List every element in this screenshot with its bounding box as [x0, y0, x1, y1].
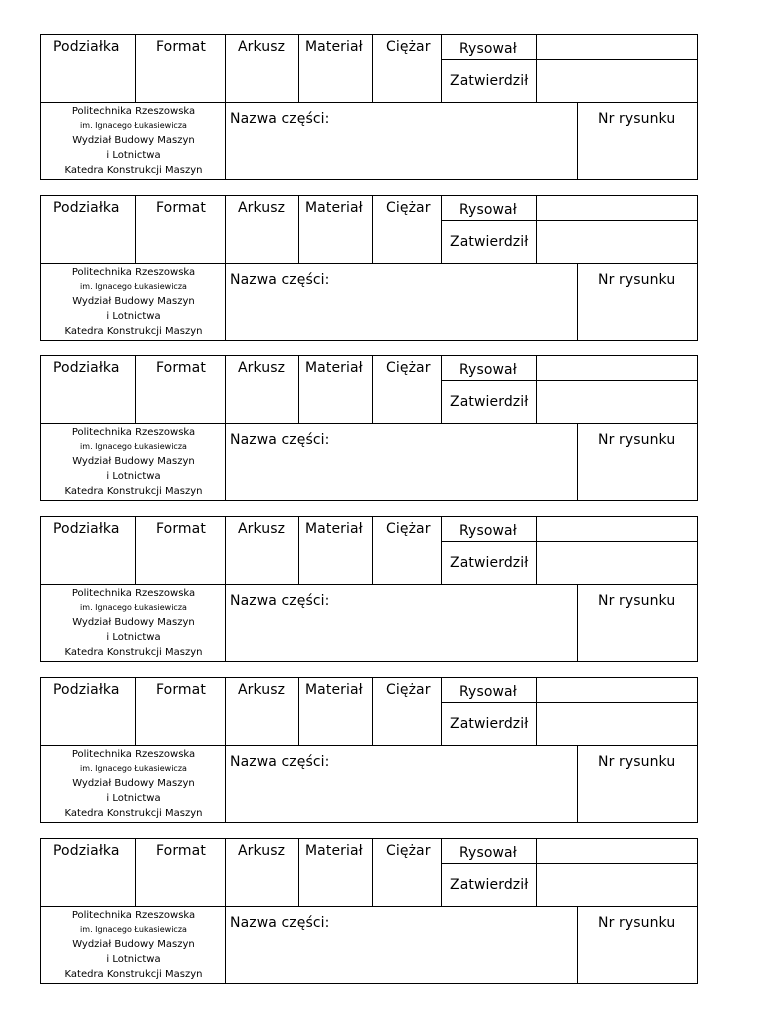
department-name: Katedra Konstrukcji Maszyn	[64, 165, 203, 176]
divider-weight-drawn	[441, 517, 442, 584]
approved-label: Zatwierdził	[450, 73, 529, 89]
faculty-name: Wydział Budowy Maszyn	[72, 135, 195, 146]
approved-label: Zatwierdził	[450, 394, 529, 410]
institution-name: Politechnika Rzeszowska	[71, 749, 196, 760]
faculty-name: Wydział Budowy Maszyn	[72, 456, 195, 467]
title-block-4	[40, 516, 698, 662]
faculty-name: Wydział Budowy Maszyn	[72, 939, 195, 950]
approved-label: Zatwierdził	[450, 716, 529, 732]
institution-patron: im. Ignacego Łukasiewicza	[80, 121, 187, 130]
divider-name-number	[577, 263, 578, 341]
format-label: Format	[156, 843, 206, 859]
drawn-label: Rysował	[459, 362, 517, 378]
weight-label: Ciężar	[386, 360, 431, 376]
divider-scale-format	[135, 839, 136, 906]
divider-drawn-signature	[536, 678, 537, 745]
drawn-divider	[441, 59, 697, 60]
drawn-label: Rysował	[459, 202, 517, 218]
header-divider	[41, 906, 697, 907]
divider-material-weight	[372, 678, 373, 745]
part-name-label: Nazwa części:	[230, 111, 330, 127]
divider-scale-format	[135, 35, 136, 102]
weight-label: Ciężar	[386, 682, 431, 698]
divider-name-number	[577, 906, 578, 984]
divider-weight-drawn	[441, 839, 442, 906]
divider-scale-format	[135, 356, 136, 423]
scale-label: Podziałka	[53, 682, 120, 698]
drawing-number-label: Nr rysunku	[598, 432, 676, 448]
weight-label: Ciężar	[386, 521, 431, 537]
scale-label: Podziałka	[53, 39, 120, 55]
divider-sheet-material	[298, 517, 299, 584]
material-label: Materiał	[305, 682, 363, 698]
divider-sheet-material	[298, 356, 299, 423]
faculty-name-cont: i Lotnictwa	[106, 150, 161, 161]
title-block-3	[40, 355, 698, 501]
institution-name: Politechnika Rzeszowska	[71, 910, 196, 921]
faculty-name-cont: i Lotnictwa	[106, 954, 161, 965]
department-name: Katedra Konstrukcji Maszyn	[64, 486, 203, 497]
drawn-divider	[441, 380, 697, 381]
divider-drawn-signature	[536, 839, 537, 906]
divider-material-weight	[372, 356, 373, 423]
sheet-label: Arkusz	[238, 843, 286, 859]
institution-patron: im. Ignacego Łukasiewicza	[80, 925, 187, 934]
institution-name: Politechnika Rzeszowska	[71, 588, 196, 599]
drawn-divider	[441, 702, 697, 703]
divider-material-weight	[372, 35, 373, 102]
divider-scale-format	[135, 517, 136, 584]
faculty-name-cont: i Lotnictwa	[106, 793, 161, 804]
drawn-label: Rysował	[459, 684, 517, 700]
weight-label: Ciężar	[386, 200, 431, 216]
divider-drawn-signature	[536, 196, 537, 263]
material-label: Materiał	[305, 843, 363, 859]
divider-weight-drawn	[441, 35, 442, 102]
department-name: Katedra Konstrukcji Maszyn	[64, 808, 203, 819]
material-label: Materiał	[305, 200, 363, 216]
scale-label: Podziałka	[53, 360, 120, 376]
material-label: Materiał	[305, 521, 363, 537]
drawn-label: Rysował	[459, 523, 517, 539]
department-name: Katedra Konstrukcji Maszyn	[64, 647, 203, 658]
scale-label: Podziałka	[53, 200, 120, 216]
header-divider	[41, 423, 697, 424]
faculty-name: Wydział Budowy Maszyn	[72, 296, 195, 307]
drawing-number-label: Nr rysunku	[598, 111, 676, 127]
drawn-divider	[441, 863, 697, 864]
drawn-label: Rysował	[459, 41, 517, 57]
format-label: Format	[156, 200, 206, 216]
drawn-divider	[441, 541, 697, 542]
divider-drawn-signature	[536, 35, 537, 102]
divider-weight-drawn	[441, 356, 442, 423]
divider-weight-drawn	[441, 196, 442, 263]
sheet-label: Arkusz	[238, 521, 286, 537]
department-name: Katedra Konstrukcji Maszyn	[64, 326, 203, 337]
divider-drawn-signature	[536, 356, 537, 423]
institution-name: Politechnika Rzeszowska	[71, 267, 196, 278]
divider-scale-format	[135, 196, 136, 263]
divider-drawn-signature	[536, 517, 537, 584]
divider-sheet-material	[298, 196, 299, 263]
approved-label: Zatwierdził	[450, 877, 529, 893]
header-divider	[41, 102, 697, 103]
title-block-1	[40, 34, 698, 180]
institution-patron: im. Ignacego Łukasiewicza	[80, 282, 187, 291]
divider-name-number	[577, 745, 578, 823]
institution-patron: im. Ignacego Łukasiewicza	[80, 764, 187, 773]
department-name: Katedra Konstrukcji Maszyn	[64, 969, 203, 980]
divider-material-weight	[372, 517, 373, 584]
format-label: Format	[156, 521, 206, 537]
faculty-name-cont: i Lotnictwa	[106, 632, 161, 643]
divider-sheet-material	[298, 678, 299, 745]
drawing-number-label: Nr rysunku	[598, 272, 676, 288]
part-name-label: Nazwa części:	[230, 432, 330, 448]
divider-scale-format	[135, 678, 136, 745]
divider-sheet-material	[298, 35, 299, 102]
header-divider	[41, 263, 697, 264]
institution-name: Politechnika Rzeszowska	[71, 106, 196, 117]
institution-name: Politechnika Rzeszowska	[71, 427, 196, 438]
faculty-name-cont: i Lotnictwa	[106, 471, 161, 482]
faculty-name: Wydział Budowy Maszyn	[72, 617, 195, 628]
format-label: Format	[156, 682, 206, 698]
part-name-label: Nazwa części:	[230, 754, 330, 770]
weight-label: Ciężar	[386, 39, 431, 55]
title-block-5	[40, 677, 698, 823]
divider-material-weight	[372, 839, 373, 906]
institution-patron: im. Ignacego Łukasiewicza	[80, 603, 187, 612]
approved-label: Zatwierdził	[450, 234, 529, 250]
part-name-label: Nazwa części:	[230, 915, 330, 931]
divider-sheet-material	[298, 839, 299, 906]
faculty-name-cont: i Lotnictwa	[106, 311, 161, 322]
header-divider	[41, 584, 697, 585]
part-name-label: Nazwa części:	[230, 272, 330, 288]
scale-label: Podziałka	[53, 521, 120, 537]
format-label: Format	[156, 360, 206, 376]
sheet-label: Arkusz	[238, 200, 286, 216]
format-label: Format	[156, 39, 206, 55]
approved-label: Zatwierdził	[450, 555, 529, 571]
divider-name-number	[577, 584, 578, 662]
sheet-label: Arkusz	[238, 360, 286, 376]
divider-name-number	[577, 423, 578, 501]
divider-material-weight	[372, 196, 373, 263]
divider-weight-drawn	[441, 678, 442, 745]
drawing-number-label: Nr rysunku	[598, 593, 676, 609]
title-block-6	[40, 838, 698, 984]
drawing-number-label: Nr rysunku	[598, 754, 676, 770]
drawing-number-label: Nr rysunku	[598, 915, 676, 931]
scale-label: Podziałka	[53, 843, 120, 859]
part-name-label: Nazwa części:	[230, 593, 330, 609]
material-label: Materiał	[305, 360, 363, 376]
title-block-2	[40, 195, 698, 341]
divider-name-number	[577, 102, 578, 180]
institution-patron: im. Ignacego Łukasiewicza	[80, 442, 187, 451]
drawn-divider	[441, 220, 697, 221]
faculty-name: Wydział Budowy Maszyn	[72, 778, 195, 789]
drawn-label: Rysował	[459, 845, 517, 861]
weight-label: Ciężar	[386, 843, 431, 859]
material-label: Materiał	[305, 39, 363, 55]
sheet-label: Arkusz	[238, 682, 286, 698]
header-divider	[41, 745, 697, 746]
sheet-label: Arkusz	[238, 39, 286, 55]
